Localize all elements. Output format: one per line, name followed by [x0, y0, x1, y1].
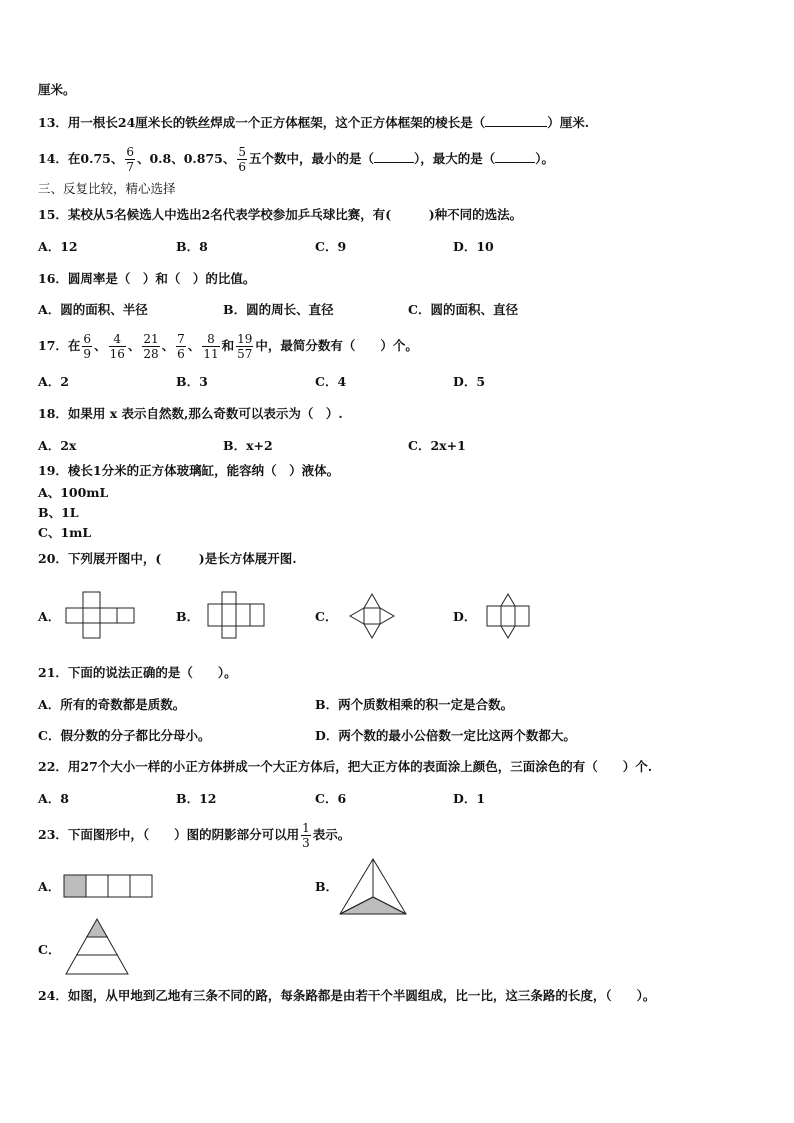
question-23-suffix: 表示。 [312, 827, 351, 842]
option-c[interactable]: C．6 [315, 791, 347, 806]
question-14-part3: ）。 [535, 151, 555, 166]
option-c[interactable]: C．圆的面积、直径 [408, 302, 518, 317]
question-19: 19．棱长1分米的正方体玻璃缸，能容纳（ ）液体。 [38, 463, 340, 478]
question-23-prefix: 23．下面图形中，（ ）图的阴影部分可以用 [38, 827, 300, 842]
question-14-part1: 五个数中，最小的是（ [249, 151, 375, 166]
fraction [301, 821, 311, 850]
option-a-label[interactable]: A． [38, 879, 61, 894]
numerator: 6 [83, 332, 92, 346]
numerator: 7 [177, 332, 185, 346]
option-d[interactable]: D．1 [453, 791, 486, 806]
denominator: 16 [109, 347, 125, 361]
denominator: 3 [302, 836, 310, 850]
option-a-label[interactable]: A． [38, 609, 61, 624]
question-17 [38, 328, 418, 364]
option-c[interactable]: C、1mL [38, 525, 92, 540]
option-a[interactable]: A．8 [38, 791, 69, 806]
denominator: 7 [126, 160, 134, 174]
net-b-figure [208, 592, 266, 638]
answer-blank[interactable] [374, 162, 414, 163]
fraction [142, 332, 159, 361]
denominator: 6 [238, 160, 247, 174]
option-b-label[interactable]: B． [176, 609, 200, 624]
option-c-label[interactable]: C． [315, 609, 338, 624]
option-d[interactable]: D．5 [453, 374, 486, 389]
fraction [236, 332, 253, 361]
separator: 、 [94, 338, 107, 353]
shaded-triangle-figure [340, 859, 406, 915]
question-21: 21．下面的说法正确的是（ ）。 [38, 665, 237, 680]
question-14 [38, 142, 554, 176]
answer-blank[interactable] [485, 126, 547, 127]
question-17-prefix: 17．在 [38, 338, 81, 353]
option-a[interactable]: A．12 [38, 239, 78, 254]
option-b[interactable]: B．圆的周长、直径 [223, 302, 334, 317]
numerator: 19 [237, 332, 253, 346]
question-20: 20．下列展开图中，( )是长方体展开图. [38, 551, 297, 566]
denominator: 57 [237, 347, 253, 361]
fraction [109, 332, 126, 361]
net-d-figure [487, 594, 531, 638]
option-c[interactable]: C．9 [315, 239, 347, 254]
denominator: 6 [177, 347, 185, 361]
denominator: 11 [203, 347, 219, 361]
striped-triangle-figure [66, 919, 128, 975]
option-d[interactable]: D．10 [453, 239, 494, 254]
numerator: 21 [143, 332, 159, 346]
option-c[interactable]: C．4 [315, 374, 347, 389]
numerator: 4 [109, 332, 126, 347]
option-b[interactable]: B．12 [176, 791, 217, 806]
question-14-prefix: 14．在0.75、 [38, 151, 124, 166]
section-title: 三、反复比较，精心选择 [38, 181, 176, 196]
question-13-text: 13．用一根长24厘米长的铁丝焊成一个正方体框架，这个正方体框架的棱长是（ [38, 115, 486, 130]
separator: 、 [161, 338, 175, 353]
option-c-label[interactable]: C． [38, 942, 61, 957]
option-b-label[interactable]: B． [315, 879, 339, 894]
question-23 [38, 817, 350, 853]
fraction [237, 145, 247, 174]
option-b[interactable]: B．3 [176, 374, 208, 389]
fraction [202, 332, 219, 361]
question-15: 15．某校从5名候选人中选出2名代表学校参加乒乓球比赛，有( )种不同的选法。 [38, 207, 523, 222]
denominator: 9 [83, 347, 92, 361]
numerator: 8 [202, 332, 219, 347]
option-b[interactable]: B．8 [176, 239, 208, 254]
question-22: 22．用27个大小一样的小正方体拼成一个大正方体后，把大正方体的表面涂上颜色，三面涂色的有（ ）个. [38, 759, 653, 774]
fraction [176, 332, 186, 361]
denominator: 28 [143, 347, 159, 361]
question-14-part2: ），最大的是（ [414, 151, 496, 166]
option-a[interactable]: A．所有的奇数都是质数。 [38, 697, 186, 712]
net-a-figure [66, 592, 138, 638]
question-13-tail: ）厘米. [547, 115, 590, 130]
fraction [82, 332, 92, 361]
question-16: 16．圆周率是（ ）和（ ）的比值。 [38, 271, 256, 286]
option-b[interactable]: B．x+2 [223, 438, 273, 453]
continued-text: 厘米。 [38, 82, 76, 97]
question-14-mid: 、0.8、0.875、 [136, 151, 236, 166]
fraction [125, 145, 135, 174]
separator: 、 [127, 338, 141, 353]
option-d[interactable]: D．两个数的最小公倍数一定比这两个数都大。 [315, 728, 576, 743]
and-word: 和 [221, 338, 235, 353]
numerator: 1 [302, 821, 310, 835]
shaded-bar-figure [64, 875, 154, 899]
question-17-suffix: 中，最简分数有（ ）个。 [255, 338, 418, 353]
separator: 、 [187, 338, 201, 353]
option-b[interactable]: B．两个质数相乘的积一定是合数。 [315, 697, 514, 712]
option-c[interactable]: C．假分数的分子都比分母小。 [38, 728, 211, 743]
answer-blank[interactable] [495, 162, 535, 163]
option-b[interactable]: B、1L [38, 505, 79, 520]
question-24: 24．如图，从甲地到乙地有三条不同的路，每条路都是由若干个半圆组成，比一比，这三条路的长度，（ ）。 [38, 988, 656, 1003]
option-a[interactable]: A、100mL [38, 485, 109, 500]
option-d-label[interactable]: D． [453, 609, 477, 624]
question-13 [38, 115, 589, 131]
numerator: 6 [126, 145, 134, 159]
option-a[interactable]: A．2 [38, 374, 69, 389]
option-a[interactable]: A．圆的面积、半径 [38, 302, 148, 317]
option-c[interactable]: C．2x+1 [408, 438, 466, 453]
net-c-figure [350, 594, 394, 638]
option-a[interactable]: A．2x [38, 438, 77, 453]
numerator: 5 [238, 145, 247, 159]
question-18: 18．如果用 x 表示自然数,那么奇数可以表示为（ ）. [38, 406, 343, 421]
